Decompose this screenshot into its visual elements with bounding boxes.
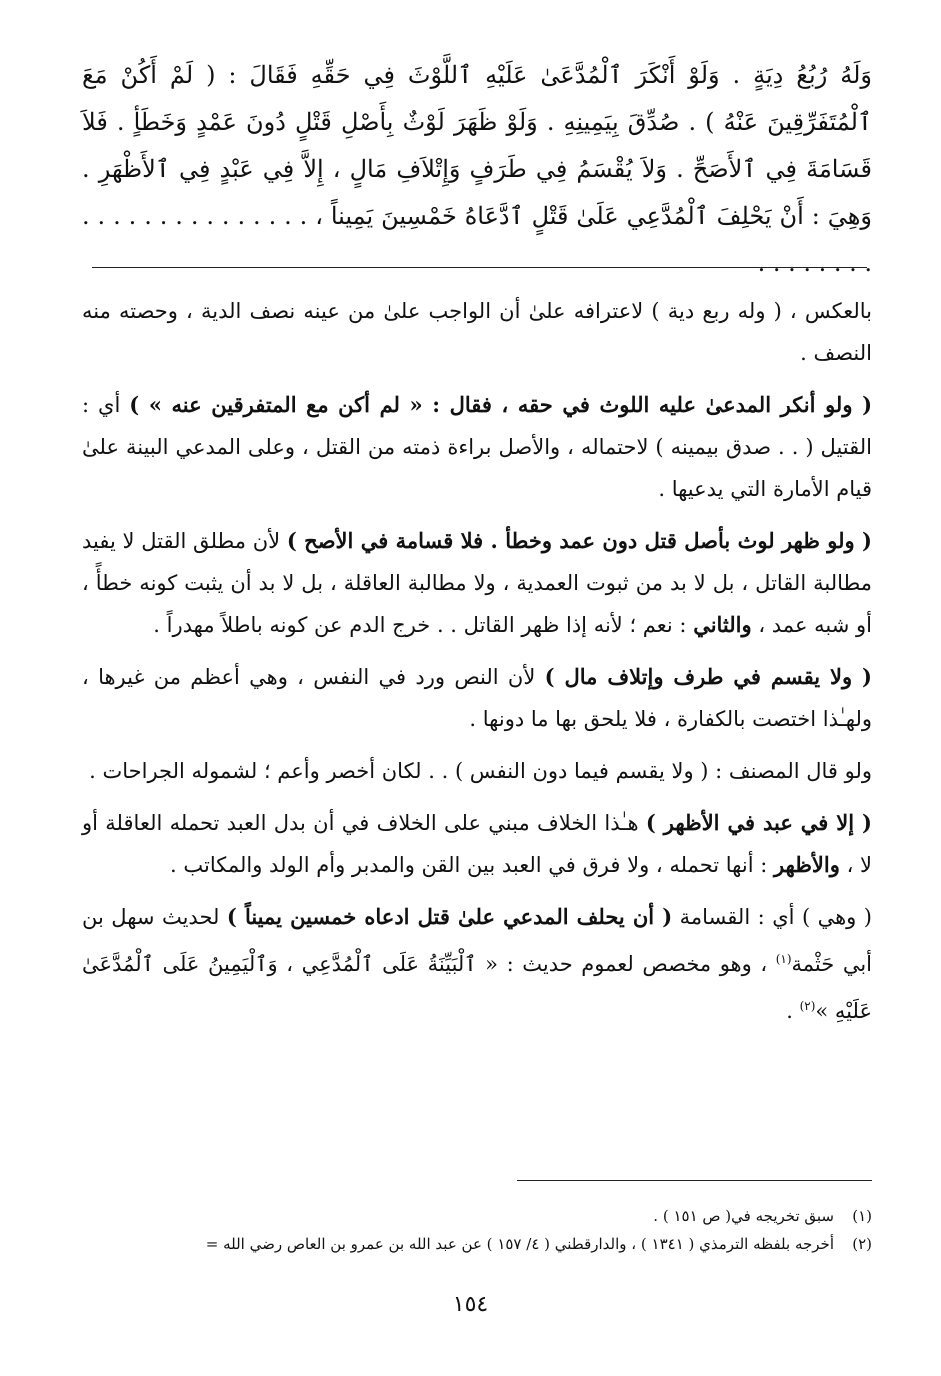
quoted-matn: ( إلا في عبد في الأظهر )	[645, 810, 872, 835]
commentary-text: لأن مطلق القتل لا يفيد مطالبة القاتل ، بل لا بد من ثبوت العمدية ، ولا مطالبة العاقلة ، بل لا بد أن يثبت كونه خطأً ، أو شبه عمد ،	[82, 529, 872, 637]
footnote-number: (٢)	[852, 1235, 872, 1253]
commentary-text: لأن النص ورد في النفس ، وهي أعظم من غيرها ، ولهـٰذا اختصت بالكفارة ، فلا يلحق بها ما دونها .	[82, 665, 872, 731]
footnote-text: سبق تخريجه في( ص ١٥١ ) .	[653, 1207, 834, 1225]
commentary-text: لحديث سهل بن أبي حَثْمة	[82, 905, 873, 976]
commentary-text: : نعم ؛ لأنه إذا ظهر القاتل . . خرج الدم عن كونه باطلاً مهدراً .	[153, 613, 694, 637]
footnote-text: أخرجه بلفظه الترمذي ( ١٣٤١ ) ، والدارقطني ( ٤/ ١٥٧ ) عن عبد الله بن عمرو بن العاص رضي الله =	[205, 1235, 834, 1253]
commentary-paragraph-7	[82, 896, 872, 1032]
footnote-2	[82, 1230, 872, 1258]
commentary-paragraph-2	[82, 384, 872, 510]
commentary-text: : أنها تحمله ، ولا فرق في العبد بين القن والمدبر وأم الولد والمكاتب .	[170, 853, 774, 877]
commentary	[82, 290, 872, 1042]
commentary-text: هـٰذا الخلاف مبني على الخلاف في أن بدل العبد تحمله العاقلة أو لا ،	[82, 811, 872, 877]
main-text-paragraph: وَلَهُ رُبُعُ دِيَةٍ . وَلَوْ أَنْكَرَ ٱلْمُدَّعَىٰ عَلَيْهِ ٱللَّوْثَ فِي حَقِّهِ فَقَالَ : ( لَمْ أَكُنْ مَعَ ٱلْمُتَفَرِّقِينَ عَنْهُ ) . صُدِّقَ بِيَمِينِهِ . وَلَوْ ظَهَرَ لَوْثٌ بِأَصْلِ قَتْلٍ دُونَ عَمْدٍ وَخَطَأٍ . فَلاَ قَسَامَةَ فِي ٱلأَصَحِّ . وَلاَ يُقْسَمُ فِي طَرَفٍ وَإِتْلاَفِ مَالٍ ، إِلاَّ فِي عَبْدٍ فِي ٱلأَظْهَرِ . وَهِيَ : أَنْ يَحْلِفَ ٱلْمُدَّعِي عَلَىٰ قَتْلٍ ٱدَّعَاهُ خَمْسِينَ يَمِيناً ، . . . . . . . . . . . . . . . . . . . . . . .	[82, 61, 872, 277]
commentary-paragraph-4	[82, 656, 872, 740]
footnote-ref[interactable]: (٢)	[799, 999, 816, 1013]
opinion-label: والأظهر	[773, 852, 840, 877]
commentary-paragraph-6	[82, 802, 872, 886]
quoted-matn: ( ولو ظهر لوث بأصل قتل دون عمد وخطأ . فلا قسامة في الأصح )	[286, 528, 872, 553]
commentary-text: أي : القتيل ( . . صدق بيمينه ) لاحتماله ، والأصل براءة ذمته من القتل ، وعلى المدعي البينة علىٰ قيام الأمارة التي يدعيها .	[82, 393, 872, 501]
commentary-paragraph-3	[82, 520, 872, 646]
footnote-number: (١)	[852, 1207, 872, 1225]
footnote-1	[82, 1202, 872, 1230]
quoted-matn: ( أن يحلف المدعي علىٰ قتل ادعاه خمسين يميناً )	[226, 904, 673, 929]
commentary-text: .	[786, 999, 800, 1023]
hadith-quote: ، وهو مخصص لعموم حديث : « ٱلْبَيِّنَةُ عَلَى ٱلْمُدَّعِي ، وَٱلْيَمِينُ عَلَى ٱلْمُدَّعَىٰ عَلَيْهِ »	[82, 952, 872, 1023]
footnote-divider	[517, 1180, 872, 1181]
page-number: ١٥٤	[452, 1292, 489, 1317]
opinion-label: والثاني	[693, 612, 752, 637]
commentary-paragraph-5: ولو قال المصنف : ( ولا يقسم فيما دون النفس ) . . لكان أخصر وأعم ؛ لشموله الجراحات .	[89, 759, 872, 783]
footnotes	[82, 1202, 872, 1258]
quoted-matn: ( ولا يقسم في طرف وإتلاف مال )	[544, 664, 872, 689]
main-text	[82, 52, 872, 287]
footnote-ref[interactable]: (١)	[775, 952, 792, 966]
commentary-text: ( وهي ) أي : القسامة	[672, 905, 872, 929]
commentary-paragraph-1: بالعكس ، ( وله ربع دية ) لاعترافه علىٰ أن الواجب علىٰ من عينه نصف الدية ، وحصته منه النصف .	[82, 299, 872, 365]
quoted-matn: ( ولو أنكر المدعىٰ عليه اللوث في حقه ، فقال : « لم أكن مع المتفرقين عنه » )	[129, 392, 873, 417]
text-divider	[92, 267, 867, 268]
